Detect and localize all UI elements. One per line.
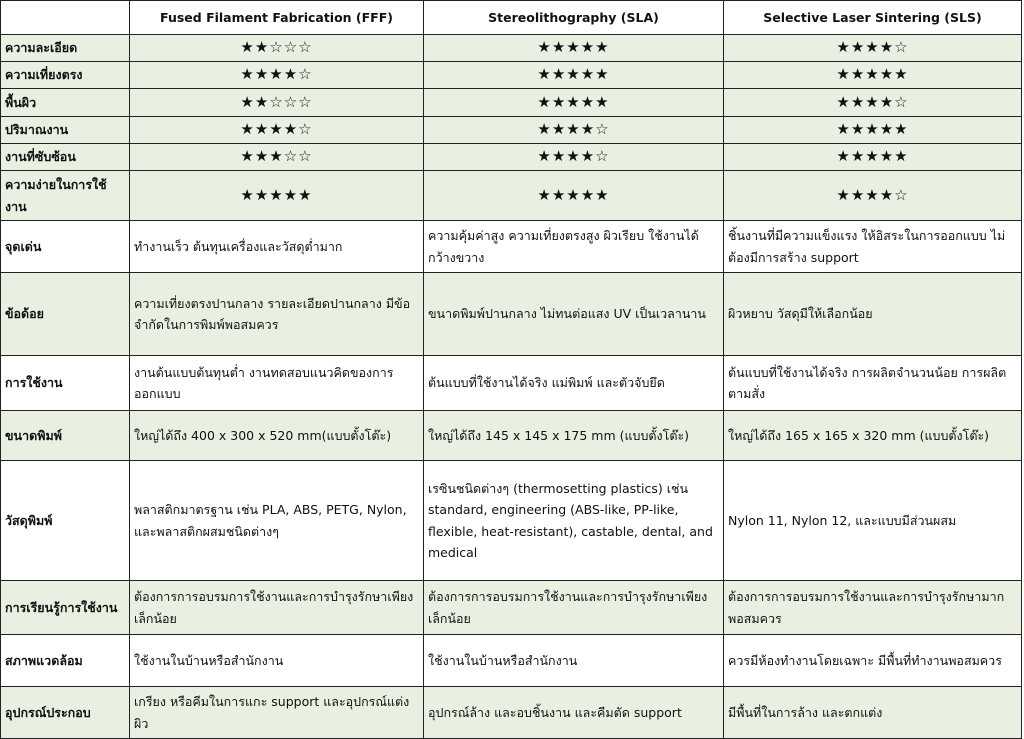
rating-stars: ★★★★☆ — [424, 144, 724, 171]
table-row — [1, 411, 1022, 461]
table-cell: ใหญ่ได้ถึง 400 x 300 x 520 mm(แบบตั้งโต๊ะ) — [130, 411, 424, 461]
table-row — [1, 89, 1022, 117]
table-row — [1, 273, 1022, 356]
table-cell: ขนาดพิมพ์ปานกลาง ไม่ทนต่อแสง UV เป็นเวลานาน — [424, 273, 724, 356]
table-row — [1, 635, 1022, 687]
row-label: ความละเอียด — [1, 35, 130, 62]
rating-stars: ★★★★☆ — [424, 117, 724, 144]
row-label: สภาพแวดล้อม — [1, 635, 130, 687]
rating-stars: ★★★★☆ — [724, 171, 1022, 221]
row-label: ข้อด้อย — [1, 273, 130, 356]
rating-stars: ★★★★★ — [424, 89, 724, 117]
table-cell: เกรียง หรือคีมในการแกะ support และอุปกรณ์แต่งผิว — [130, 687, 424, 739]
table-row — [1, 144, 1022, 171]
row-label: การใช้งาน — [1, 356, 130, 411]
header-sls: Selective Laser Sintering (SLS) — [724, 1, 1022, 35]
table-row — [1, 356, 1022, 411]
rating-stars: ★★★★★ — [724, 144, 1022, 171]
table-row — [1, 35, 1022, 62]
table-cell: ต้องการการอบรมการใช้งานและการบำรุงรักษาเพียงเล็กน้อย — [130, 581, 424, 635]
table-row — [1, 221, 1022, 273]
row-label: อุปกรณ์ประกอบ — [1, 687, 130, 739]
table-cell: เรซินชนิดต่างๆ (thermosetting plastics) เช่น standard, engineering (ABS-like, PP-like, flexible, heat-resistant), castable, dental, and medical — [424, 461, 724, 581]
rating-stars: ★★★★★ — [424, 35, 724, 62]
rating-stars: ★★★★★ — [424, 62, 724, 89]
row-label: พื้นผิว — [1, 89, 130, 117]
rating-stars: ★★★★★ — [424, 171, 724, 221]
table-cell: ทำงานเร็ว ต้นทุนเครื่องและวัสดุต่ำมาก — [130, 221, 424, 273]
rating-stars: ★★★☆☆ — [130, 144, 424, 171]
table-cell: ต้องการการอบรมการใช้งานและการบำรุงรักษามากพอสมควร — [724, 581, 1022, 635]
row-label: ปริมาณงาน — [1, 117, 130, 144]
row-label: การเรียนรู้การใช้งาน — [1, 581, 130, 635]
table-cell: ต้นแบบที่ใช้งานได้จริง การผลิตจำนวนน้อย การผลิตตามสั่ง — [724, 356, 1022, 411]
table-cell: ต้องการการอบรมการใช้งานและการบำรุงรักษาเพียงเล็กน้อย — [424, 581, 724, 635]
row-label: งานที่ซับซ้อน — [1, 144, 130, 171]
table-row — [1, 117, 1022, 144]
table-cell: ผิวหยาบ วัสดุมีให้เลือกน้อย — [724, 273, 1022, 356]
table-row — [1, 687, 1022, 739]
row-label: ความง่ายในการใช้งาน — [1, 171, 130, 221]
row-label: จุดเด่น — [1, 221, 130, 273]
rating-stars: ★★★★☆ — [724, 89, 1022, 117]
header-sla: Stereolithography (SLA) — [424, 1, 724, 35]
table-row — [1, 581, 1022, 635]
table-row — [1, 62, 1022, 89]
row-label: วัสดุพิมพ์ — [1, 461, 130, 581]
table-cell: อุปกรณ์ล้าง และอบชิ้นงาน และคีมตัด support — [424, 687, 724, 739]
table-row — [1, 171, 1022, 221]
table-cell: ความเที่ยงตรงปานกลาง รายละเอียดปานกลาง มีข้อจำกัดในการพิมพ์พอสมควร — [130, 273, 424, 356]
rating-stars: ★★★★★ — [724, 117, 1022, 144]
header-fff: Fused Filament Fabrication (FFF) — [130, 1, 424, 35]
table-cell: มีพื้นที่ในการล้าง และตกแต่ง — [724, 687, 1022, 739]
table-cell: พลาสติกมาตรฐาน เช่น PLA, ABS, PETG, Nylon, และพลาสติกผสมชนิดต่างๆ — [130, 461, 424, 581]
table-row — [1, 461, 1022, 581]
rating-stars: ★★☆☆☆ — [130, 35, 424, 62]
table-cell: ต้นแบบที่ใช้งานได้จริง แม่พิมพ์ และตัวจับยึด — [424, 356, 724, 411]
rating-stars: ★★☆☆☆ — [130, 89, 424, 117]
table-cell: ใช้งานในบ้านหรือสำนักงาน — [424, 635, 724, 687]
table-cell: Nylon 11, Nylon 12, และแบบมีส่วนผสม — [724, 461, 1022, 581]
row-label: ขนาดพิมพ์ — [1, 411, 130, 461]
table-cell: ความคุ้มค่าสูง ความเที่ยงตรงสูง ผิวเรียบ ใช้งานได้กว้างขวาง — [424, 221, 724, 273]
header-corner — [1, 1, 130, 35]
rating-stars: ★★★★★ — [724, 62, 1022, 89]
table-cell: ชิ้นงานที่มีความแข็งแรง ให้อิสระในการออกแบบ ไม่ต้องมีการสร้าง support — [724, 221, 1022, 273]
table-cell: ใช้งานในบ้านหรือสำนักงาน — [130, 635, 424, 687]
table-cell: ใหญ่ได้ถึง 165 x 165 x 320 mm (แบบตั้งโต๊ะ) — [724, 411, 1022, 461]
rating-stars: ★★★★☆ — [130, 62, 424, 89]
table-cell: ใหญ่ได้ถึง 145 x 145 x 175 mm (แบบตั้งโต๊ะ) — [424, 411, 724, 461]
table-cell: ควรมีห้องทำงานโดยเฉพาะ มีพื้นที่ทำงานพอสมควร — [724, 635, 1022, 687]
rating-stars: ★★★★☆ — [724, 35, 1022, 62]
header-row — [1, 1, 1022, 35]
table-cell: งานต้นแบบต้นทุนต่ำ งานทดสอบแนวคิดของการออกแบบ — [130, 356, 424, 411]
rating-stars: ★★★★★ — [130, 171, 424, 221]
row-label: ความเที่ยงตรง — [1, 62, 130, 89]
rating-stars: ★★★★☆ — [130, 117, 424, 144]
